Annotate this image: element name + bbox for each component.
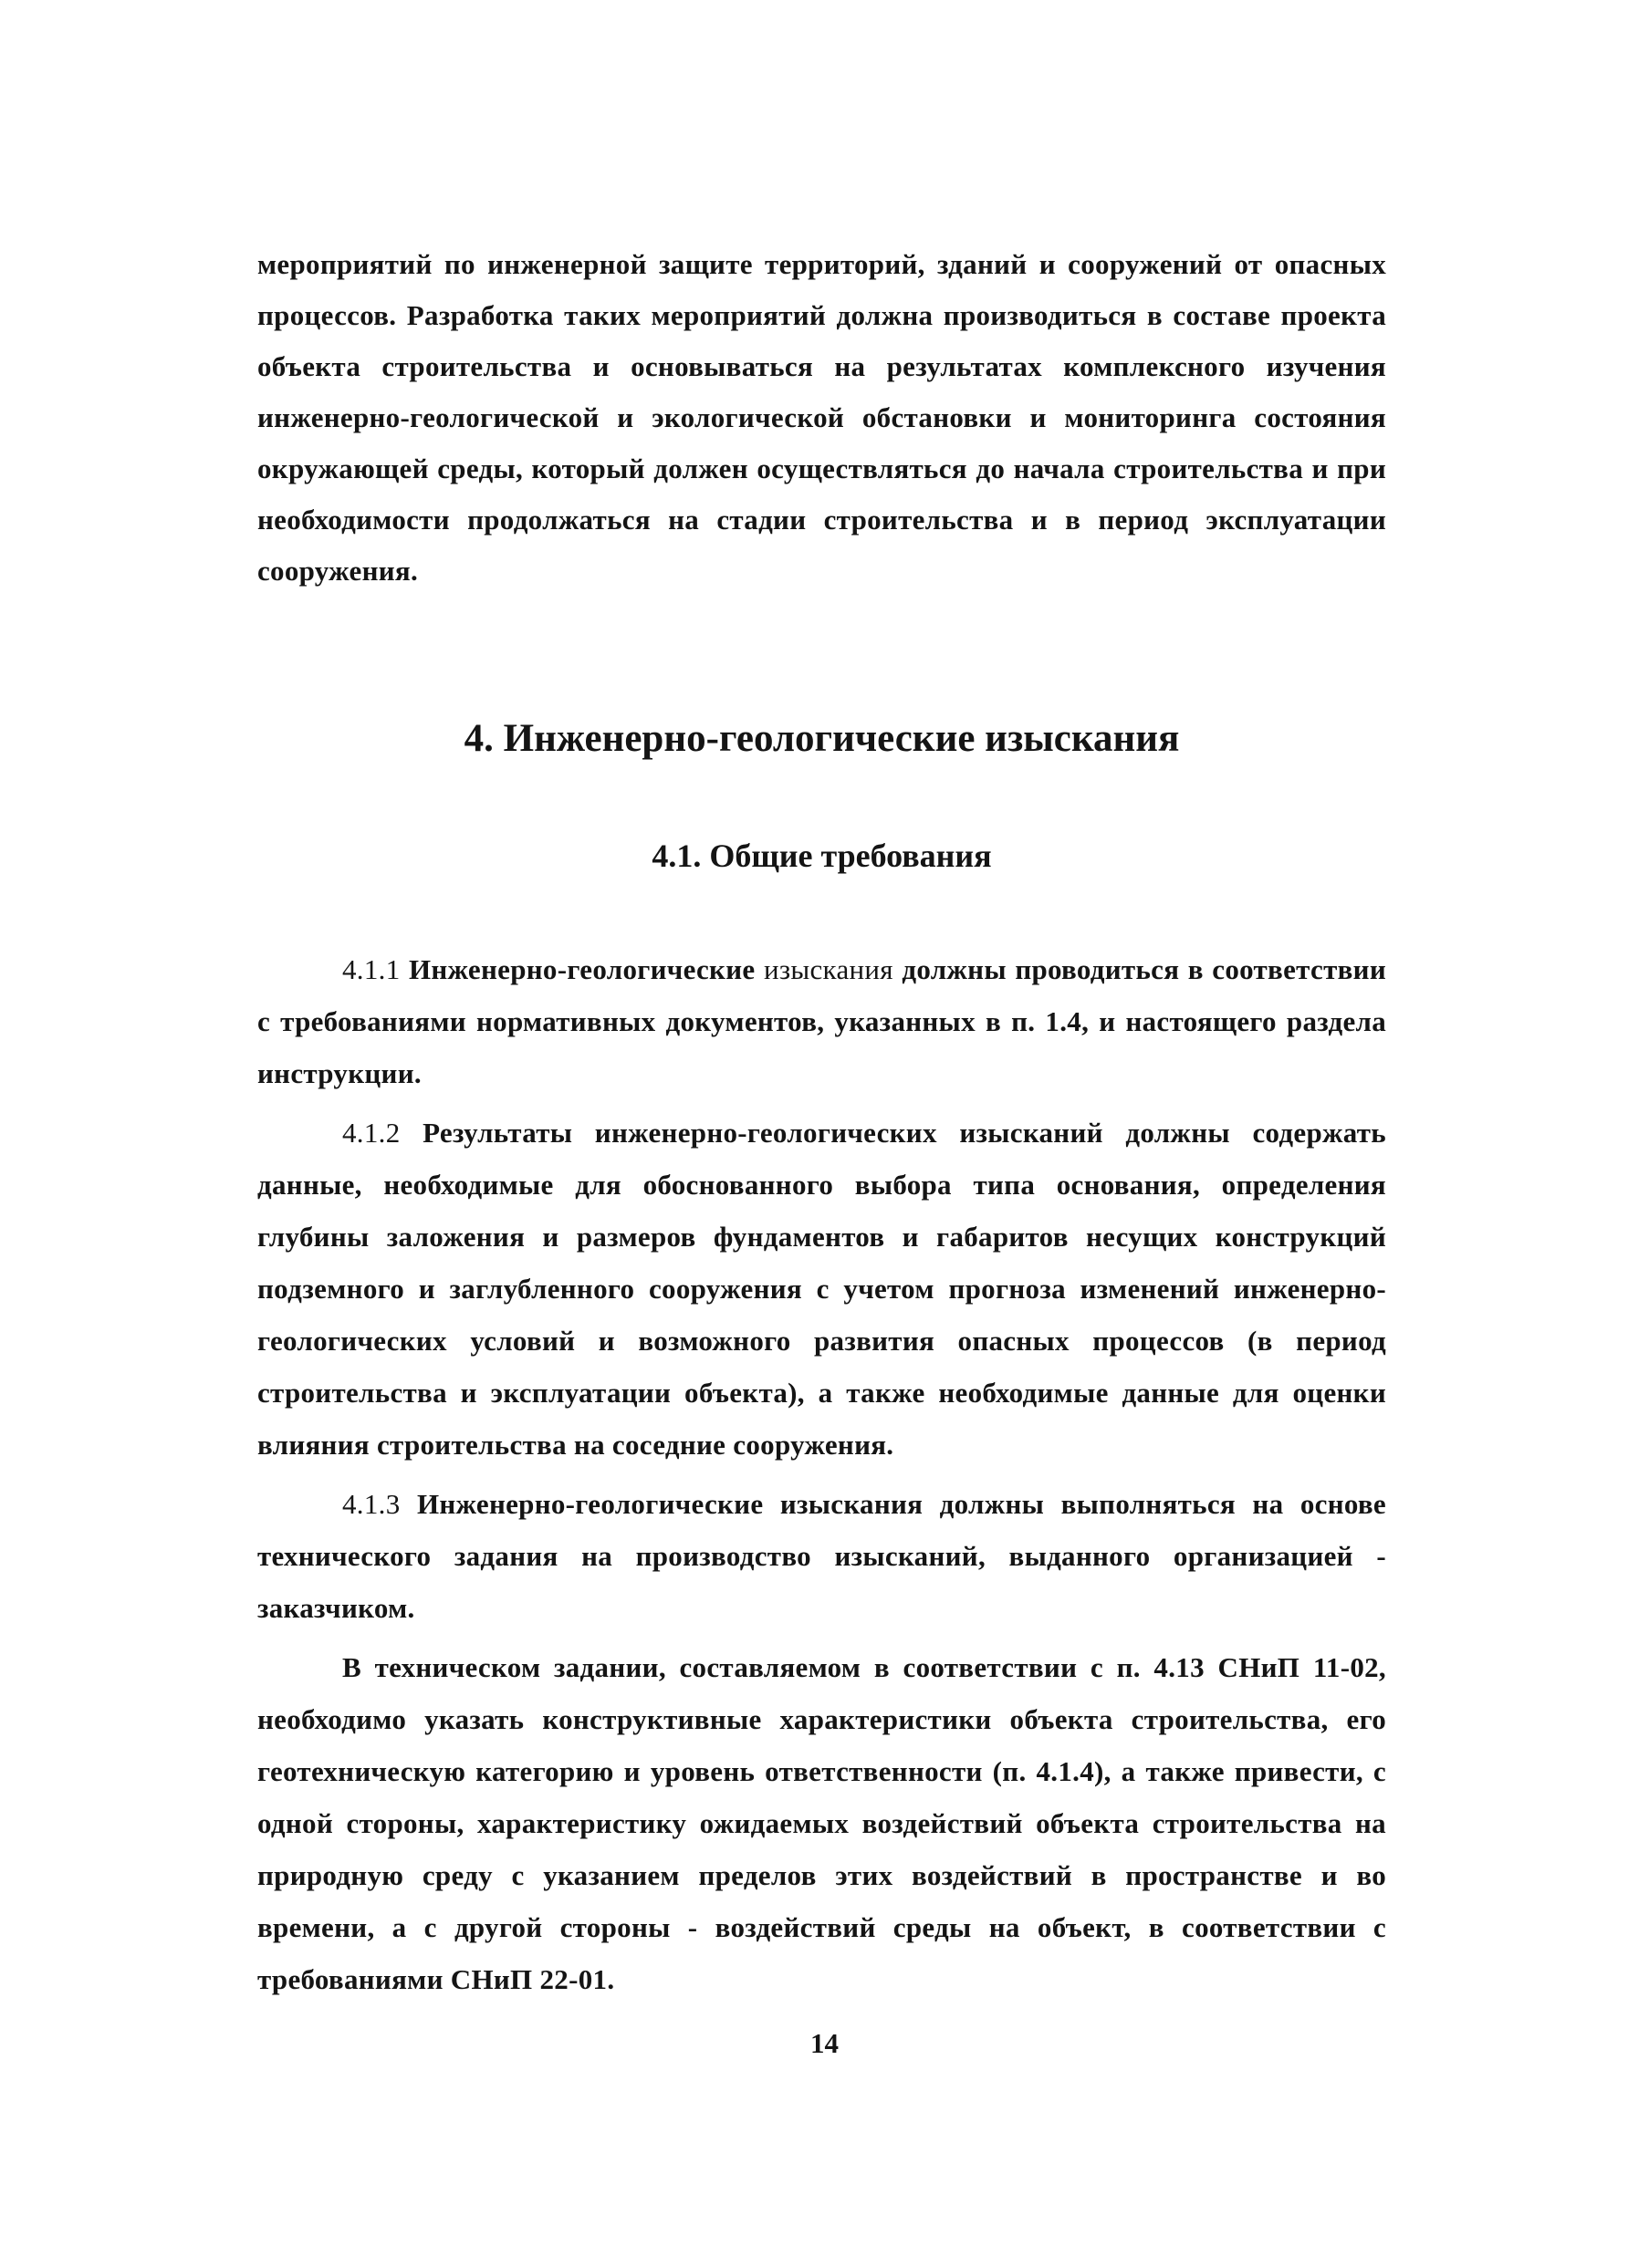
page-number: 14 — [810, 2027, 839, 2059]
intro-text: мероприятий по инженерной защите территорий, зданий и сооружений от опасных процессов. Разработка таких мероприятий должна производиться в составе проекта объекта строительства и основываться на результатах комплексного изучения инженерно-геологической и экологической обстановки и мониторинга состояния окружающей среды, который должен осуществляться до начала строительства и при необходимости продолжаться на стадии строительства и в период эксплуатации сооружения. — [257, 248, 1386, 587]
paragraph-text: В техническом задании, составляемом в соответствии с п. 4.13 СНиП 11-02, необходимо указать конструктивные характеристики объекта строительства, его геотехническую категорию и уровень ответственности (п. 4.1.4), а также привести, с одной стороны, характеристику ожидаемых воздействий объекта строительства на природную среду с указанием пределов этих воздействий в пространстве и во времени, а с другой стороны - воздействий среды на объект, в соответствии с требованиями СНиП 22-01. — [257, 1651, 1386, 1995]
paragraph-4-1-2 — [257, 1107, 1386, 1471]
paragraph-text: Инженерно-геологические изыскания должны выполняться на основе технического задания на производство изысканий, выданного организацией - заказчиком. — [257, 1488, 1386, 1624]
paragraph-4-1-1 — [257, 943, 1386, 1099]
paragraph-plain: изыскания — [763, 953, 893, 985]
section-body — [257, 943, 1386, 2013]
section-title: 4. Инженерно-геологические изыскания — [464, 717, 1180, 760]
intro-paragraph — [257, 239, 1386, 597]
paragraph-text: должны проводиться в соответствии с требованиями нормативных документов, указанных в п. 1.4, и настоящего раздела инструкции. — [257, 953, 1386, 1089]
paragraph-4-1-3 — [257, 1478, 1386, 1634]
paragraph-technical-task — [257, 1641, 1386, 2005]
paragraph-number: 4.1.2 — [342, 1117, 401, 1149]
paragraph-number: 4.1.3 — [342, 1488, 401, 1520]
paragraph-number: 4.1.1 — [342, 953, 401, 985]
subsection-title: 4.1. Общие требования — [652, 837, 992, 874]
paragraph-lead: Инженерно-геологические — [408, 953, 756, 985]
paragraph-text: Результаты инженерно-геологических изысканий должны содержать данные, необходимые для обоснованного выбора типа основания, определения глубины заложения и размеров фундаментов и габаритов несущих конструкций подземного и заглубленного сооружения с учетом прогноза изменений инженерно-геологических условий и возможного развития опасных процессов (в период строительства и эксплуатации объекта), а также необходимые данные для оценки влияния строительства на соседние сооружения. — [257, 1117, 1386, 1461]
